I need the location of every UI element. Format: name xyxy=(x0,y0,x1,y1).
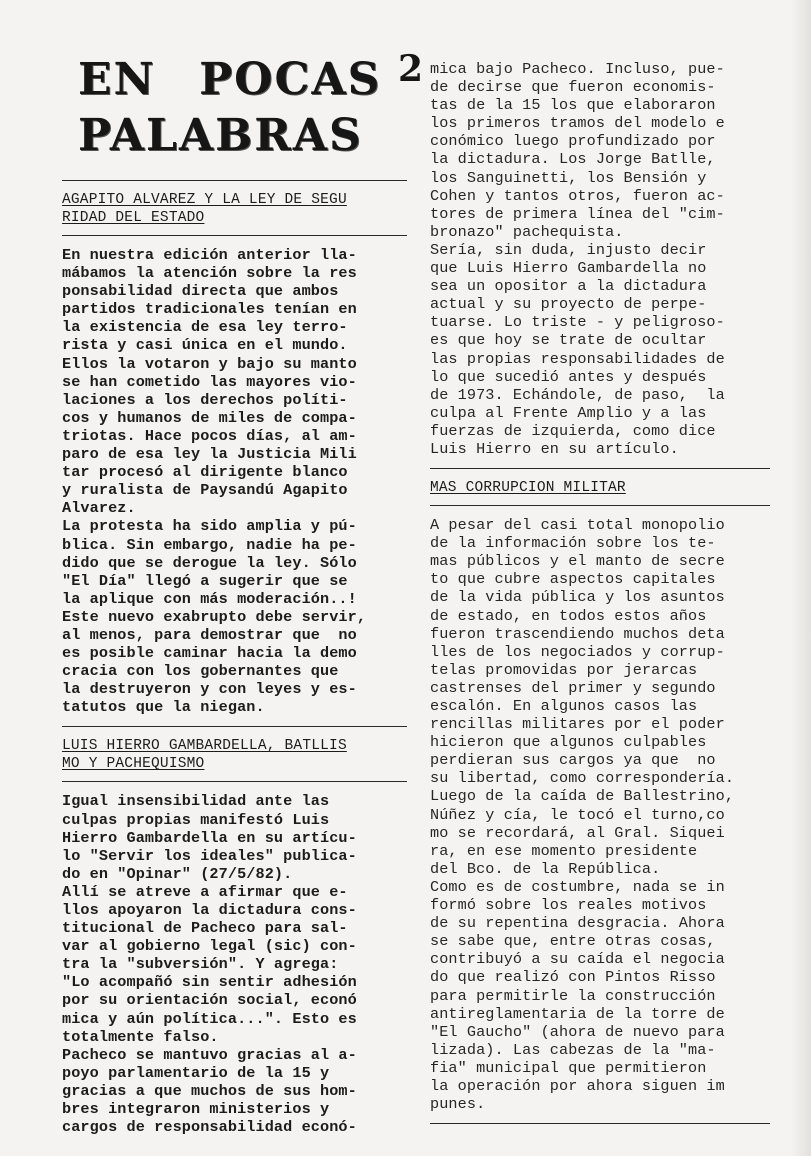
text-line: tas de la 15 los que elaboraron xyxy=(430,96,716,115)
text-line: de la vida pública y los asuntos xyxy=(430,588,725,607)
text-line: del Bco. de la República. xyxy=(430,859,661,878)
text-line: antireglamentaria de la torre de xyxy=(430,1004,725,1023)
text-line: mo se recordará, al Gral. Siquei xyxy=(430,823,725,842)
text-line: y ruralista de Paysandú Agapito xyxy=(62,481,348,500)
text-line: laciones a los derechos políti- xyxy=(62,390,348,409)
section-heading-hierro xyxy=(62,727,407,781)
text-line: culpas propias manifestó Luis xyxy=(62,810,330,829)
text-line: su libertad, como correspondería. xyxy=(430,769,735,788)
text-line: culpa al Frente Amplio y a las xyxy=(430,403,707,422)
text-line: los Sanguinetti, los Bensión y xyxy=(430,168,707,187)
article-continuation xyxy=(430,60,770,458)
text-line: lles de los negociados y corrup- xyxy=(430,642,725,661)
text-line: punes. xyxy=(430,1095,486,1114)
text-line: "El Gaucho" (ahora de nuevo para xyxy=(430,1022,725,1041)
text-line: Núñez y cía, le tocó el turno,co xyxy=(430,805,725,824)
text-line: blica. Sin embargo, nadie ha pe- xyxy=(62,535,357,554)
text-line: Luego de la caída de Ballestrino, xyxy=(430,787,735,806)
text-line: lizada). Las cabezas de la "ma- xyxy=(430,1040,716,1059)
text-line: poyo parlamentario de la 15 y xyxy=(62,1063,330,1082)
text-line: lo que sucedió antes y después xyxy=(430,367,707,386)
text-line: rista y casi única en el mundo. xyxy=(62,336,348,355)
masthead-title-line1: EN POCAS xyxy=(78,54,382,105)
text-line: partidos tradicionales tenían en xyxy=(62,300,357,319)
text-line: de la información sobre los te- xyxy=(430,534,716,553)
text-line: mica y aún política...". Esto es xyxy=(62,1009,357,1028)
text-line: la operación por ahora siguen im xyxy=(430,1076,725,1095)
text-line: bres integraron ministerios y xyxy=(62,1100,330,1119)
text-line: La protesta ha sido amplia y pú- xyxy=(62,517,357,536)
text-line: llos apoyaron la dictadura cons- xyxy=(62,901,357,919)
text-line: fuerzas de izquierda, como dice xyxy=(430,421,716,440)
text-line: titucional de Pacheco para sal- xyxy=(62,919,348,938)
text-line: se sabe que, entre otras cosas, xyxy=(430,932,716,951)
text-line: la existencia de esa ley terro- xyxy=(62,318,348,337)
text-line: fia" municipal que permitieron xyxy=(430,1058,707,1077)
text-line: tuarse. Lo triste - y peligroso- xyxy=(430,313,725,332)
text-line: tar procesó al dirigente blanco xyxy=(62,463,348,482)
text-line: var al gobierno legal (sic) con- xyxy=(62,937,357,956)
text-line: Allí se atreve a afirmar que e- xyxy=(62,882,348,901)
article-body-corrupcion xyxy=(430,516,770,1113)
text-line: es posible caminar hacia la demo xyxy=(62,644,357,663)
text-line: ponsabilidad directa que ambos xyxy=(62,282,339,301)
heading-line: MO Y PACHEQUISMO xyxy=(62,756,205,773)
masthead-title-line2: PALABRAS xyxy=(78,110,363,161)
text-line: tra la "subversión". Y agrega: xyxy=(62,955,339,974)
text-line: los primeros tramos del modelo e xyxy=(430,114,725,133)
text-line: que Luis Hierro Gambardella no xyxy=(430,259,707,278)
text-line: se han cometido las mayores vio- xyxy=(62,372,357,391)
text-line: mábamos la atención sobre la res xyxy=(62,264,357,283)
masthead-title xyxy=(78,52,408,164)
text-line: A pesar del casi total monopolio xyxy=(430,516,725,535)
text-line: mas públicos y el manto de secre xyxy=(430,552,725,571)
text-line: Pacheco se mantuvo gracias al a- xyxy=(62,1045,357,1064)
text-line: de 1973. Echándole, de paso, la xyxy=(430,385,725,404)
text-line: de decirse que fueron economis- xyxy=(430,78,716,97)
text-line: castrenses del primer y segundo xyxy=(430,678,716,697)
text-line: de estado, en todos estos años xyxy=(430,606,707,625)
text-line: Igual insensibilidad ante las xyxy=(62,792,330,811)
text-line: telas promovidas por jerarcas xyxy=(430,660,698,679)
divider xyxy=(430,1123,770,1124)
text-line: paro de esa ley la Justicia Mili xyxy=(62,445,357,464)
text-line: contribuyó a su caída el negocia xyxy=(430,950,725,969)
text-line: do que realizó con Pintos Risso xyxy=(430,968,716,987)
text-line: rencillas militares por el poder xyxy=(430,715,725,734)
heading-line: LUIS HIERRO GAMBARDELLA, BATLLIS xyxy=(62,738,347,755)
text-line: Sería, sin duda, injusto decir xyxy=(430,240,707,259)
text-line: Este nuevo exabrupto debe servir, xyxy=(62,607,367,626)
text-line: sea un opositor a la dictadura xyxy=(430,277,707,296)
heading-line: RIDAD DEL ESTADO xyxy=(62,210,205,226)
text-line: mica bajo Pacheco. Incluso, pue- xyxy=(430,60,725,78)
section-heading-agapito xyxy=(62,181,407,235)
text-line: perdieran sus cargos ya que no xyxy=(430,751,716,770)
text-line: actual y su proyecto de perpe- xyxy=(430,295,707,314)
text-line: ra, en ese momento presidente xyxy=(430,841,698,860)
text-line: cargos de responsabilidad econó- xyxy=(62,1118,357,1137)
text-line: es que hoy se trate de ocultar xyxy=(430,331,707,350)
text-line: dido que se derogue la ley. Sólo xyxy=(62,553,357,572)
text-line: Cohen y tantos otros, fueron ac- xyxy=(430,186,725,205)
text-line: En nuestra edición anterior lla- xyxy=(62,246,357,264)
scan-shadow xyxy=(791,0,811,1156)
article-body-agapito xyxy=(62,246,407,716)
section-heading-corrupcion: MAS CORRUPCION MILITAR xyxy=(430,480,626,497)
text-line: cos y humanos de miles de compa- xyxy=(62,408,357,427)
text-line: hicieron que algunos culpables xyxy=(430,733,707,752)
text-line: al menos, para demostrar que no xyxy=(62,625,357,644)
text-line: Luis Hierro en su artículo. xyxy=(430,439,679,458)
text-line: Como es de costumbre, nada se in xyxy=(430,877,725,896)
text-line: la dictadura. Los Jorge Batlle, xyxy=(430,150,716,169)
left-column xyxy=(62,180,407,1136)
text-line: "El Día" llegó a sugerir que se xyxy=(62,571,348,590)
text-line: fueron trascendiendo muchos deta xyxy=(430,624,725,643)
text-line: to que cubre aspectos capitales xyxy=(430,570,716,589)
text-line: para permitirle la construcción xyxy=(430,986,716,1005)
text-line: tores de primera línea del "cim- xyxy=(430,204,725,223)
text-line: totalmente falso. xyxy=(62,1027,219,1046)
text-line: Ellos la votaron y bajo su manto xyxy=(62,354,357,373)
text-line: lo "Servir los ideales" publica- xyxy=(62,846,357,865)
text-line: do en "Opinar" (27/5/82). xyxy=(62,864,293,883)
text-line: la aplique con más moderación..! xyxy=(62,589,357,608)
text-line: conómico luego profundizado por xyxy=(430,132,716,151)
text-line: por su orientación social, econó xyxy=(62,991,357,1010)
text-line: formó sobre los reales motivos xyxy=(430,896,707,915)
text-line: Hierro Gambardella en su artícu- xyxy=(62,828,357,847)
heading-line: AGAPITO ALVAREZ Y LA LEY DE SEGU xyxy=(62,192,347,208)
text-line: las propias responsabilidades de xyxy=(430,349,725,368)
article-body-hierro xyxy=(62,792,407,1136)
issue-number: 2 xyxy=(398,48,424,90)
text-line: Alvarez. xyxy=(62,499,136,518)
text-line: "Lo acompañó sin sentir adhesión xyxy=(62,973,357,992)
right-column xyxy=(430,60,770,1124)
text-line: cracia con los gobernantes que xyxy=(62,662,339,681)
masthead xyxy=(78,52,408,164)
text-line: triotas. Hace pocos días, al am- xyxy=(62,426,357,445)
text-line: la destruyeron y con leyes y es- xyxy=(62,680,357,699)
text-line: escalón. En algunos casos las xyxy=(430,697,698,715)
text-line: tatutos que la niegan. xyxy=(62,698,265,717)
text-line: gracias a que muchos de sus hom- xyxy=(62,1081,357,1100)
text-line: de su repentina desgracia. Ahora xyxy=(430,914,725,933)
text-line: bronazo" pachequista. xyxy=(430,222,624,241)
